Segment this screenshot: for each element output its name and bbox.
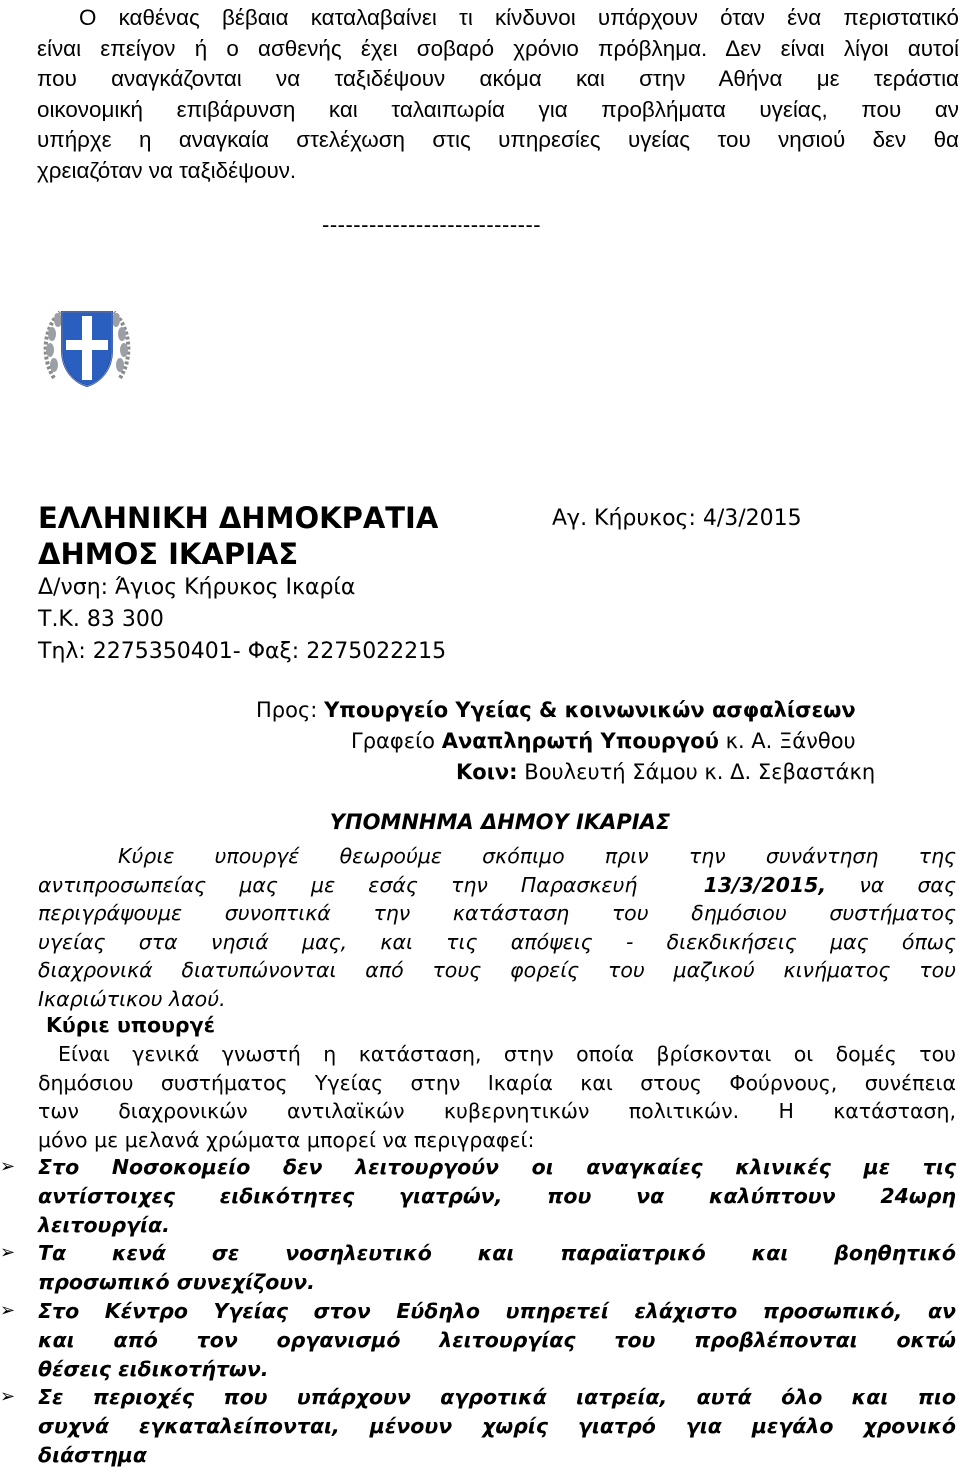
text-line: υγείας στα νησιά μας, και τις απόψεις - διεκδικήσεις μας όπως	[38, 929, 956, 954]
office-suffix: κ. Α. Ξάνθου	[725, 729, 856, 753]
sender-postal-code: Τ.Κ. 83 300	[38, 607, 164, 632]
to-label: Προς:	[256, 698, 318, 722]
body-paragraph	[38, 1040, 956, 1154]
arrowhead-bullet-icon: ➢	[0, 1156, 16, 1177]
greek-coat-of-arms-icon	[40, 300, 134, 394]
sender-phone-fax: Τηλ: 2275350401- Φαξ: 2275022215	[38, 639, 447, 664]
text-line: Στο Κέντρο Υγείας στον Εύδηλο υπηρετεί ελάχιστο προσωπικό, αν	[38, 1298, 956, 1323]
municipality-heading: ΔΗΜΟΣ ΙΚΑΡΙΑΣ	[38, 537, 299, 571]
office-line	[256, 726, 875, 757]
arrowhead-bullet-icon: ➢	[0, 1299, 16, 1321]
text-line: μόνο με μελανά χρώματα μπορεί να περιγραφεί:	[38, 1127, 535, 1152]
country-heading: ΕΛΛΗΝΙΚΗ ΔΗΜΟΚΡΑΤΙΑ	[38, 501, 439, 535]
text-line: Στο Νοσοκομείο δεν λειτουργούν οι αναγκαίες κλινικές με τις	[38, 1155, 956, 1179]
memo-intro-paragraph	[38, 842, 956, 1013]
text-line: λειτουργία.	[38, 1212, 170, 1237]
text-line: Είναι γενικά γνωστή η κατάσταση, στην οποία βρίσκονται οι δομές του	[58, 1042, 956, 1066]
text-line: Ο καθένας βέβαια καταλαβαίνει τι κίνδυνοι υπάρχουν όταν ένα περιστατικό	[79, 5, 959, 30]
recipient-block	[256, 695, 875, 788]
bullet-list	[0, 1153, 960, 1470]
text-line: είναι επείγον ή ο ασθενής έχει σοβαρό χρόνιο πρόβλημα. Δεν είναι λίγοι αυτοί	[37, 35, 959, 61]
date-line: Αγ. Κήρυκος: 4/3/2015	[552, 506, 802, 531]
sender-block	[38, 500, 446, 668]
text-line: συχνά εγκαταλείπονται, μένουν χωρίς γιατρό για μεγάλο χρονικό	[38, 1414, 956, 1439]
memo-title: ΥΠΟΜΝΗΜΑ ΔΗΜΟΥ ΙΚΑΡΙΑΣ	[329, 810, 671, 834]
salutation: Κύριε υπουργέ	[46, 1013, 215, 1037]
list-item	[0, 1239, 956, 1297]
text-fragment: αντιπροσωπείας μας με εσάς την Παρασκευή	[38, 872, 638, 897]
text-line: αντίστοιχες ειδικότητες γιατρών, που να καλύπτουν 24ωρη	[38, 1183, 956, 1208]
list-item	[0, 1153, 956, 1239]
list-item	[0, 1383, 956, 1469]
meeting-date: 13/3/2015,	[703, 872, 827, 897]
cc-value: Βουλευτή Σάμου κ. Δ. Σεβαστάκη	[524, 760, 876, 784]
text-line: Κύριε υπουργέ θεωρούμε σκόπιμο πριν την συνάντηση της	[118, 844, 956, 868]
list-item	[0, 1297, 956, 1383]
text-line: υπήρχε η αναγκαία στελέχωση στις υπηρεσίες υγείας του νησιού δεν θα	[37, 127, 959, 152]
text-line: προσωπικό συνεχίζουν.	[38, 1270, 315, 1295]
arrowhead-bullet-icon: ➢	[0, 1242, 16, 1264]
text-line: δημόσιου συστήματος Υγείας στην Ικαρία και στους Φούρνους, συνέπεια	[38, 1070, 956, 1095]
arrowhead-bullet-icon: ➢	[0, 1386, 16, 1408]
intro-paragraph	[37, 3, 959, 186]
text-line: θέσεις ειδικοτήτων.	[38, 1356, 269, 1381]
text-line: οικονομική επιβάρυνση και ταλαιπωρία για προβλήματα υγείας, που αν	[37, 96, 959, 122]
cc-line	[256, 757, 875, 788]
text-line: διάστημα	[38, 1442, 147, 1467]
sender-address: Δ/νση: Άγιος Κήρυκος Ικαρία	[38, 575, 356, 600]
text-line: και από τον οργανισμό λειτουργίας του προβλέπονται οκτώ	[38, 1327, 956, 1352]
text-line: περιγράψουμε συνοπτικά την κατάσταση του δημόσιου συστήματος	[38, 901, 956, 925]
text-line: χρειαζόταν να ταξιδέψουν.	[37, 157, 297, 183]
office-bold: Αναπληρωτή Υπουργού	[441, 729, 719, 753]
text-line: Ικαριώτικου λαού.	[38, 986, 226, 1011]
office-prefix: Γραφείο	[351, 729, 436, 753]
text-line: των διαχρονικών αντιλαϊκών κυβερνητικών πολιτικών. Η κατάσταση,	[38, 1099, 956, 1123]
text-line: Τα κενά σε νοσηλευτικό και παραϊατρικό και βοηθητικό	[38, 1241, 956, 1266]
cc-label: Κοιν:	[456, 760, 518, 784]
to-line	[256, 695, 875, 726]
to-value: Υπουργείο Υγείας & κοινωνικών ασφαλίσεων	[324, 698, 856, 722]
text-line	[38, 871, 956, 900]
text-fragment: να σας	[859, 872, 956, 897]
section-separator: ----------------------------	[322, 212, 542, 237]
text-line: που αναγκάζονται να ταξιδέψουν ακόμα και στην Αθήνα με τεράστια	[37, 66, 959, 91]
text-line: διαχρονικά διατυπώνονται από τους φορείς του μαζικού κινήματος του	[38, 958, 956, 982]
text-line: Σε περιοχές που υπάρχουν αγροτικά ιατρεία, αυτά όλο και πιο	[38, 1385, 956, 1410]
